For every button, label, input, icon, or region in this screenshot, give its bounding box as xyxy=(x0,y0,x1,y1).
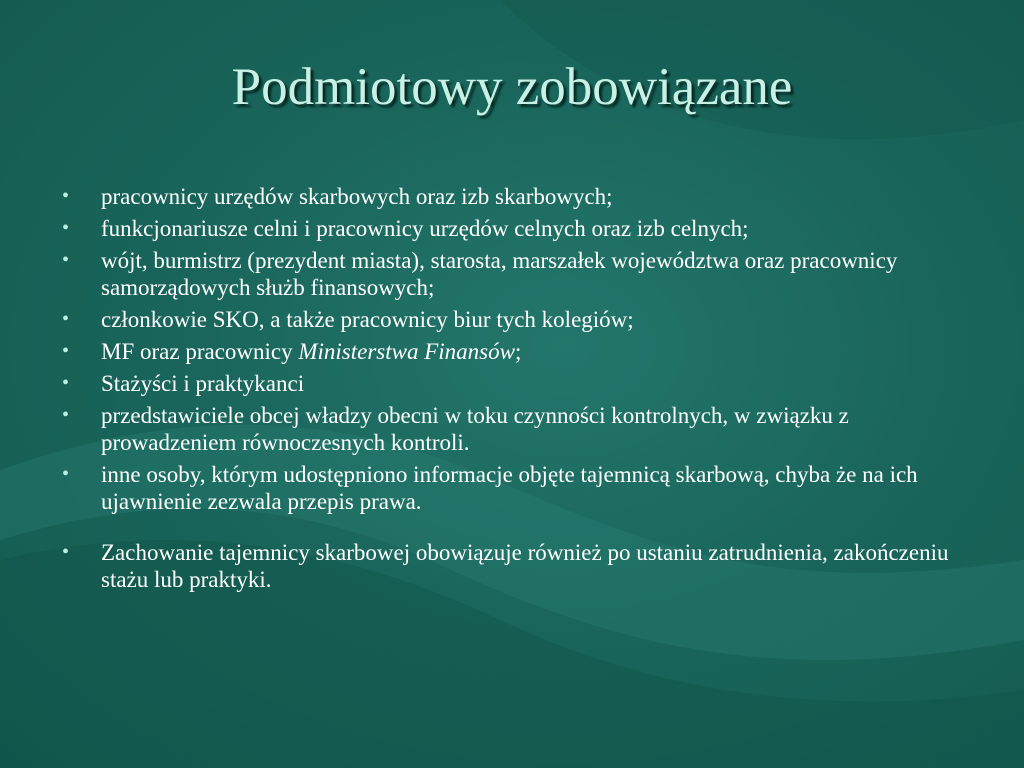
bullet-icon: • xyxy=(62,217,70,239)
bullet-item-5 xyxy=(62,338,962,365)
bullet-text: pracownicy urzędów skarbowych oraz izb skarbowych; xyxy=(101,184,613,209)
bullet-item-6 xyxy=(62,370,962,397)
bullet-text xyxy=(101,339,521,364)
bullet-icon: • xyxy=(62,185,70,207)
bullet-text: członkowie SKO, a także pracownicy biur tych kolegiów; xyxy=(101,307,634,332)
bullet-icon: • xyxy=(62,249,70,271)
bullet-text-suffix: ; xyxy=(514,339,522,364)
bullet-icon: • xyxy=(62,308,70,330)
bullet-text: wójt, burmistrz (prezydent miasta), starosta, marszałek województwa oraz pracownicy samorządowych służb finansowych; xyxy=(101,248,898,300)
bullet-text: przedstawiciele obcej władzy obecni w toku czynności kontrolnych, w związku z prowadzeniem równoczesnych kontroli. xyxy=(101,403,849,455)
bullet-text: funkcjonariusze celni i pracownicy urzędów celnych oraz izb celnych; xyxy=(101,216,749,241)
bullet-item-7 xyxy=(62,402,962,456)
bullet-text: Zachowanie tajemnicy skarbowej obowiązuje również po ustaniu zatrudnienia, zakończeniu stażu lub praktyki. xyxy=(101,540,949,592)
bullet-icon: • xyxy=(62,372,70,394)
bullet-text: inne osoby, którym udostępniono informacje objęte tajemnicą skarbową, chyba że na ich ujawnienie zezwala przepis prawa. xyxy=(101,462,918,514)
bullet-icon: • xyxy=(62,541,70,563)
bullet-icon: • xyxy=(62,404,70,426)
bullet-icon: • xyxy=(62,340,70,362)
bullet-item-2 xyxy=(62,215,962,242)
bullet-item-3 xyxy=(62,247,962,301)
bullet-text-plain: MF oraz pracownicy xyxy=(101,339,299,364)
bullet-item-9 xyxy=(62,539,962,593)
bullet-text-italic: Ministerstwa Finansów xyxy=(298,339,515,364)
bullet-icon: • xyxy=(62,463,70,485)
bullet-text: Stażyści i praktykanci xyxy=(101,371,305,396)
bullet-item-1 xyxy=(62,183,962,210)
bullet-list xyxy=(62,183,962,598)
slide-title: Podmiotowy zobowiązane xyxy=(231,58,793,116)
bullet-item-8 xyxy=(62,461,962,515)
bullet-item-4 xyxy=(62,306,962,333)
